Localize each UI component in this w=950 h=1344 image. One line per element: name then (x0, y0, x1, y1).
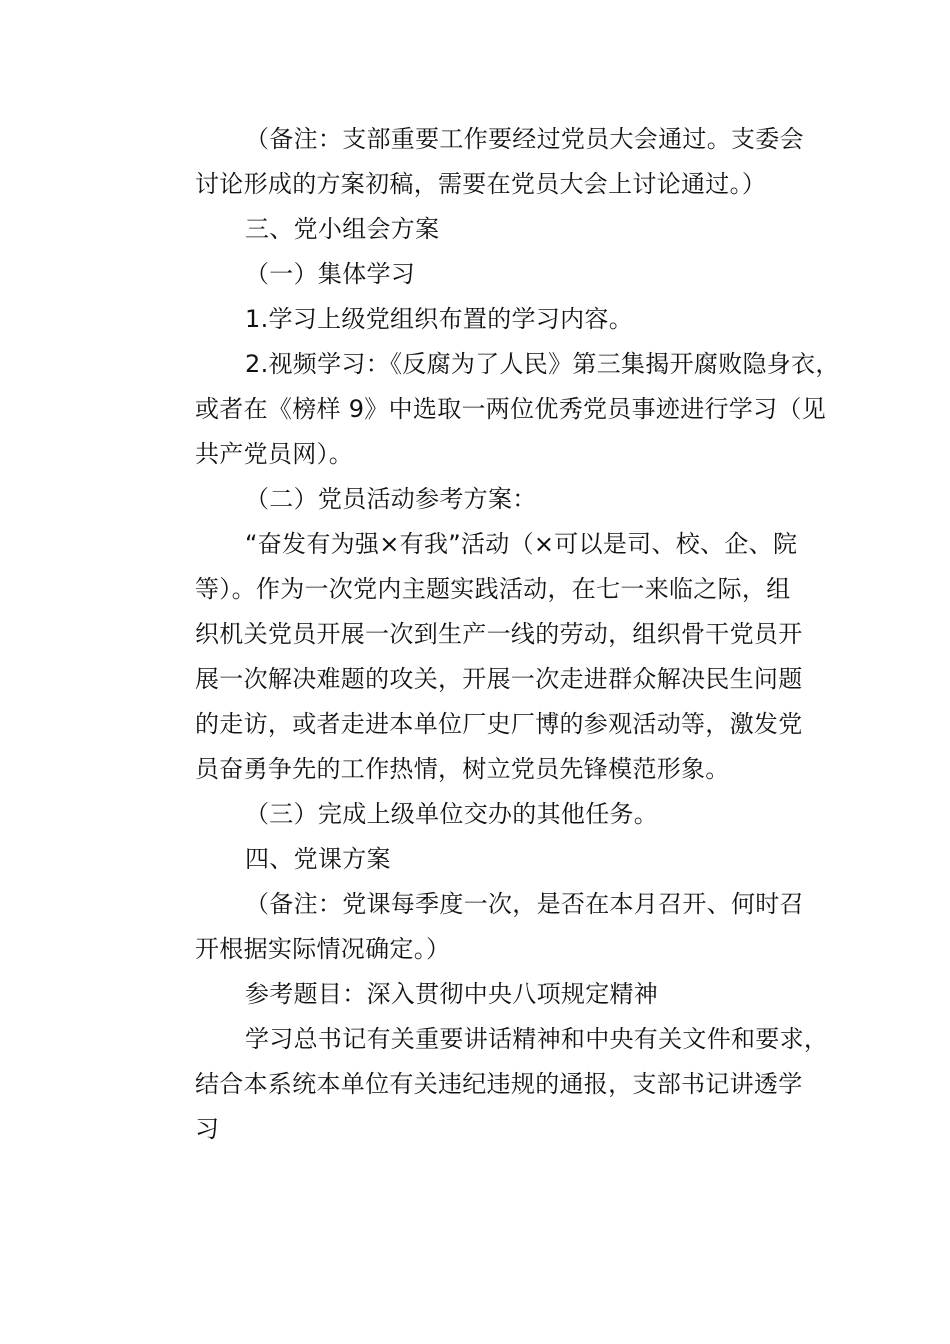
note-paragraph-branch-meeting (145, 117, 835, 207)
text-line: 开根据实际情况确定。） (195, 935, 451, 963)
document-body (145, 117, 840, 1152)
text-line: 习 (195, 1115, 220, 1143)
text-line: 2.视频学习：《反腐为了人民》第三集揭开腐败隐身衣， (245, 350, 840, 378)
text-line: 讨论形成的方案初稿，需要在党员大会上讨论通过。） (195, 170, 767, 198)
section-heading-party-lecture-plan (145, 837, 835, 882)
text-line: 或者在《榜样 9》中选取一两位优秀党员事迹进行学习（见 (195, 395, 826, 423)
subheading-collective-study (145, 252, 835, 297)
text-line: 1.学习上级党组织布置的学习内容。 (245, 305, 633, 333)
text-line: （备注：党课每季度一次，是否在本月召开、何时召 (245, 890, 804, 918)
heading-text: 三、党小组会方案 (245, 215, 440, 243)
text-line: 参考题目：深入贯彻中央八项规定精神 (245, 980, 659, 1008)
reference-topic (145, 972, 835, 1017)
text-line: 学习总书记有关重要讲话精神和中央有关文件和要求， (245, 1025, 829, 1053)
heading-text: 四、党课方案 (245, 845, 391, 873)
text-line: 展一次解决难题的攻关，开展一次走进群众解决民生问题 (195, 665, 803, 693)
text-line: 员奋勇争先的工作热情，树立党员先锋模范形象。 (195, 755, 730, 783)
body-paragraph-lecture-content (145, 1017, 835, 1152)
body-paragraph-activity (145, 522, 835, 792)
subheading-text: （二）党员活动参考方案： (245, 485, 537, 513)
text-line: （备注：支部重要工作要经过党员大会通过。支委会 (245, 125, 804, 153)
text-line: 等）。作为一次党内主题实践活动，在七一来临之际，组 (195, 575, 791, 603)
text-line: 织机关党员开展一次到生产一线的劳动，组织骨干党员开 (195, 620, 803, 648)
list-item-study-1 (145, 297, 835, 342)
list-item-study-2 (145, 342, 840, 477)
subheading-member-activity (145, 477, 835, 522)
text-line: 的走访，或者走进本单位厂史厂博的参观活动等，激发党 (195, 710, 803, 738)
text-line: “奋发有为强×有我”活动（×可以是司、校、企、院 (245, 530, 798, 558)
note-paragraph-lecture (145, 882, 835, 972)
subheading-other-tasks (145, 792, 835, 837)
text-line: 结合本系统本单位有关违纪违规的通报，支部书记讲透学 (195, 1070, 803, 1098)
subheading-text: （三）完成上级单位交办的其他任务。 (245, 800, 659, 828)
subheading-text: （一）集体学习 (245, 260, 416, 288)
text-line: 共产党员网）。 (195, 440, 354, 468)
section-heading-party-group-plan (145, 207, 835, 252)
